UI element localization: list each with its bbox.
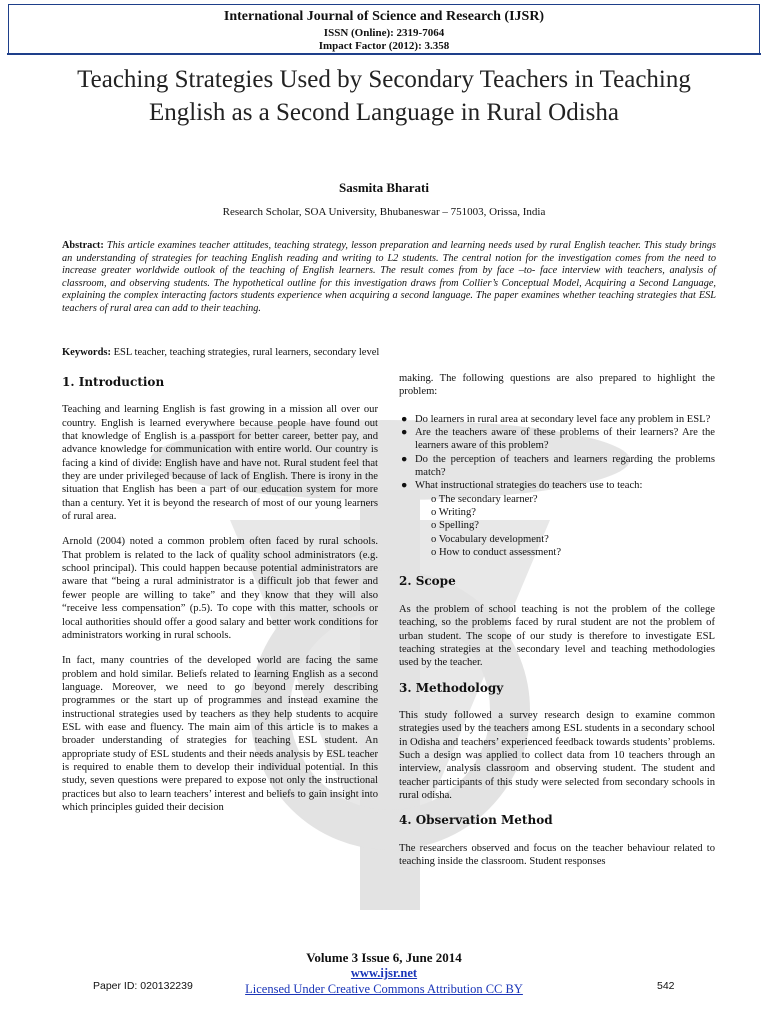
footer-volume: Volume 3 Issue 6, June 2014 (306, 950, 462, 965)
journal-name: International Journal of Science and Research (IJSR) (223, 9, 545, 24)
section-heading-observation: 4. Observation Method (399, 813, 553, 828)
list-item: ● Do learners in rural area at secondary level face any problem in ESL? (401, 413, 711, 425)
sub-list-item: o How to conduct assessment? (431, 547, 562, 559)
sub-list-item: o Writing? (431, 507, 476, 519)
paper-id: Paper ID: 020132239 (93, 980, 193, 992)
bullet-icon: ● (401, 453, 408, 465)
abstract-text: This article examines teacher attitudes, teaching strategy, lesson preparation and learning needs used by rural English teacher. This study brings an understanding of strategies for teaching English reading and writing to L2 students. The central notion for the investigation comes from the need to increase greater worldwide outlook of the teaching of English learners. The result comes from by face –to- face interview with teachers, analysis of classroom, and observing students. The hypothetical outline for this investigation draws from Collier’s Conceptual Model, Acquiring a Second Language, explaining the complex interacting factors students experience when acquiring a second language. The paper examines whether teaching strategies that ESL teachers of rural area can add to their teaching. (62, 240, 716, 314)
author-name: Sasmita Bharati (339, 180, 429, 195)
left-column (62, 372, 378, 826)
bullet-icon: ● (401, 480, 408, 492)
page-number: 542 (657, 980, 675, 992)
section-heading-scope: 2. Scope (399, 574, 456, 589)
keywords (62, 347, 716, 358)
sub-list-item: o Spelling? (431, 520, 479, 532)
sub-list-item: o The secondary learner? (431, 493, 538, 505)
bullet-icon: ● (401, 413, 408, 425)
footer-website-link[interactable]: www.ijsr.net (350, 966, 418, 980)
intro-paragraph-3: In fact, many countries of the developed world are facing the same problem and hold similar. Beliefs related to learning English as a second language. Moreover, we need to go beyond merely describing programmes or the start up of programmes and instead examine the instructional strategies used by teachers as they help students to acquire ESL with ease and fluency. The main aim of this article is to makes a broader understanding of strategies for teaching ESL student. An appropriate study of ESL students and their needs analysis by ESL teacher is required to enable them to develop their individual potential. In this study, seven questions were prepared to expose not only the instructional practices but also to learn teachers’ interest and beliefs to gain insight into which principles guided their decision (62, 655, 378, 813)
section-heading-introduction: 1. Introduction (62, 375, 165, 389)
footer-license-link[interactable]: Licensed Under Creative Commons Attribution CC BY (245, 982, 523, 996)
right-column (399, 372, 715, 880)
paper-title: Teaching Strategies Used by Secondary Teachers in Teaching English as a Second Language in Rural Odisha (77, 66, 691, 126)
abstract-label: Abstract: (62, 240, 104, 251)
scope-paragraph: As the problem of school teaching is not the problem of the college teaching, so the problems faced by rural student are not the problem of urban student. The scope of our study is therefore to investigate ESL teaching strategies at the secondary level and teaching methodologies used by the teacher. (399, 603, 715, 669)
impact-factor: Impact Factor (2012): 3.358 (318, 40, 450, 52)
section-heading-methodology: 3. Methodology (399, 680, 504, 695)
keywords-text: ESL teacher, teaching strategies, rural learners, secondary level (113, 347, 380, 358)
intro-paragraph-1: Teaching and learning English is fast growing in a mission all over our country. English is learned everywhere because people have found out that knowledge of English is a passport for better career, better pay, and advance knowledge for communication with entire world. Our country is facing a kind of divide: English have and have not. Rural student feel that they are under privileged because of lack of English. There is irony in the situation that English has been a part of our education system for more than a century. Yet it is beyond the research of most of our young learners of rural area. (62, 404, 378, 523)
list-item: ● Do the perception of teachers and learners regarding the problems match? (401, 453, 715, 479)
author-affiliation: Research Scholar, SOA University, Bhubaneswar – 751003, Orissa, India (222, 206, 546, 218)
issn: ISSN (Online): 2319-7064 (323, 27, 445, 39)
list-item: ● Are the teachers aware of these problems of their learners? Are the learners aware of this problem? (401, 427, 715, 452)
list-item: ● What instructional strategies do teachers use to teach: o The secondary learner? o Writing? o Spelling? o Vocabulary development? o How to conduct assessment? (399, 479, 715, 559)
keywords-label: Keywords: (62, 347, 111, 358)
abstract (62, 240, 716, 316)
intro-paragraph-continued: making. The following questions are also prepared to highlight the problem: (399, 373, 715, 398)
questions-list (399, 413, 715, 560)
observation-paragraph: The researchers observed and focus on the teacher behaviour related to teaching inside the classroom. Student responses (399, 842, 715, 867)
sub-list-item: o Vocabulary development? (431, 533, 549, 545)
intro-paragraph-2: Arnold (2004) noted a common problem often faced by rural schools. That problem is related to the lack of quality school administrators (e.g. school principal). This could happen because potential administrators are aware that “being a rural administrator is a difficult job that fewer and fewer people are willing to take” and they know that they will also “receive less compensation” (p.5). To cope with this matter, schools or local authorities should offer a good salary and better work conditions for administrators working in rural schools. (62, 536, 378, 641)
sub-list (415, 493, 715, 560)
methodology-paragraph: This study followed a survey research design to examine common strategies used by the teachers among ESL students in a secondary school in Odisha and teachers’ experienced feedback towards students’ problems. Such a design was applied to collect data from 10 teachers through an interview, analysis classroom and observing student. The student and teacher participants of this study were selected from secondary schools in rural odisha. (399, 709, 715, 801)
bullet-icon: ● (401, 427, 408, 439)
